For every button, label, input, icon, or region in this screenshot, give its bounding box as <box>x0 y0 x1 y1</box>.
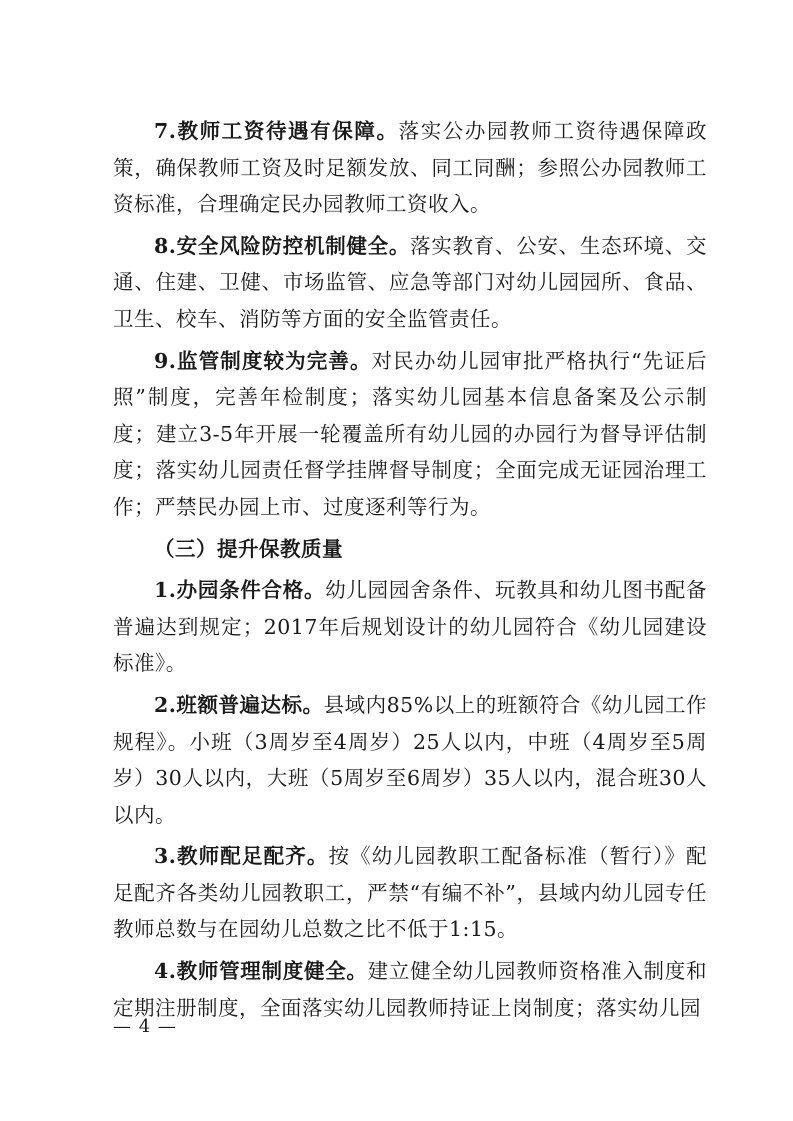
paragraph-teacher-salary <box>113 113 707 223</box>
document-body <box>113 113 707 1031</box>
paragraph-lead: 3.教师配足配齐。 <box>154 844 329 869</box>
paragraph-teacher-staffing <box>113 838 707 948</box>
paragraph-lead: 1.办园条件合格。 <box>154 578 326 603</box>
paragraph-text: 对民办幼儿园审批严格执行“先证后照”制度，完善年检制度；落实幼儿园基本信息备案及公示制度；建立3-5年开展一轮覆盖所有幼儿园的办园行为督导评估制度；落实幼儿园责任督学挂牌督导制度；全面完成无证园治理工作；严禁民办园上市、过度逐利等行为。 <box>113 348 708 519</box>
paragraph-lead: 8.安全风险防控机制健全。 <box>154 233 411 258</box>
paragraph-safety-risk <box>113 228 707 338</box>
paragraph-text: 县域内85%以上的班额符合《幼儿园工作规程》。小班（3周岁至4周岁）25人以内，中班（4周岁至5周岁）30人以内，大班（5周岁至6周岁）35人以内，混合班30人以内。 <box>113 692 707 827</box>
paragraph-lead: 4.教师管理制度健全。 <box>154 959 368 984</box>
paragraph-lead: 9.监管制度较为完善。 <box>154 348 372 373</box>
paragraph-lead: 7.教师工资待遇有保障。 <box>154 119 399 143</box>
paragraph-teacher-management <box>113 953 707 1026</box>
paragraph-text: 落实公办园教师工资待遇保障政策，确保教师工资及时足额发放、同工同酬；参照公办园教师工资标准，合理确定民办园教师工资收入。 <box>113 119 707 217</box>
paragraph-supervision <box>113 343 707 526</box>
section-heading: （三）提升保教质量 <box>154 536 343 561</box>
paragraph-lead: 2.班额普遍达标。 <box>154 692 324 717</box>
paragraph-text: 落实教育、公安、生态环境、交通、住建、卫健、市场监管、应急等部门对幼儿园园所、食品、卫生、校车、消防等方面的安全监管责任。 <box>113 233 708 331</box>
paragraph-class-size <box>113 687 707 833</box>
paragraph-text: 幼儿园园舍条件、玩教具和幼儿图书配备普遍达到规定；2017年后规划设计的幼儿园符合《幼儿园建设标准》。 <box>113 578 708 676</box>
paragraph-text: 按《幼儿园教职工配备标准（暂行）》配足配齐各类幼儿园教职工，严禁“有编不补”，县域内幼儿园专任教师总数与在园幼儿总数之比不低于1:15。 <box>113 844 708 942</box>
paragraph-facility-conditions <box>113 572 707 682</box>
paragraph-text: 建立健全幼儿园教师资格准入制度和定期注册制度，全面落实幼儿园教师持证上岗制度；落实幼儿园 <box>113 959 707 1020</box>
page-number: — 4 — <box>113 1016 177 1037</box>
